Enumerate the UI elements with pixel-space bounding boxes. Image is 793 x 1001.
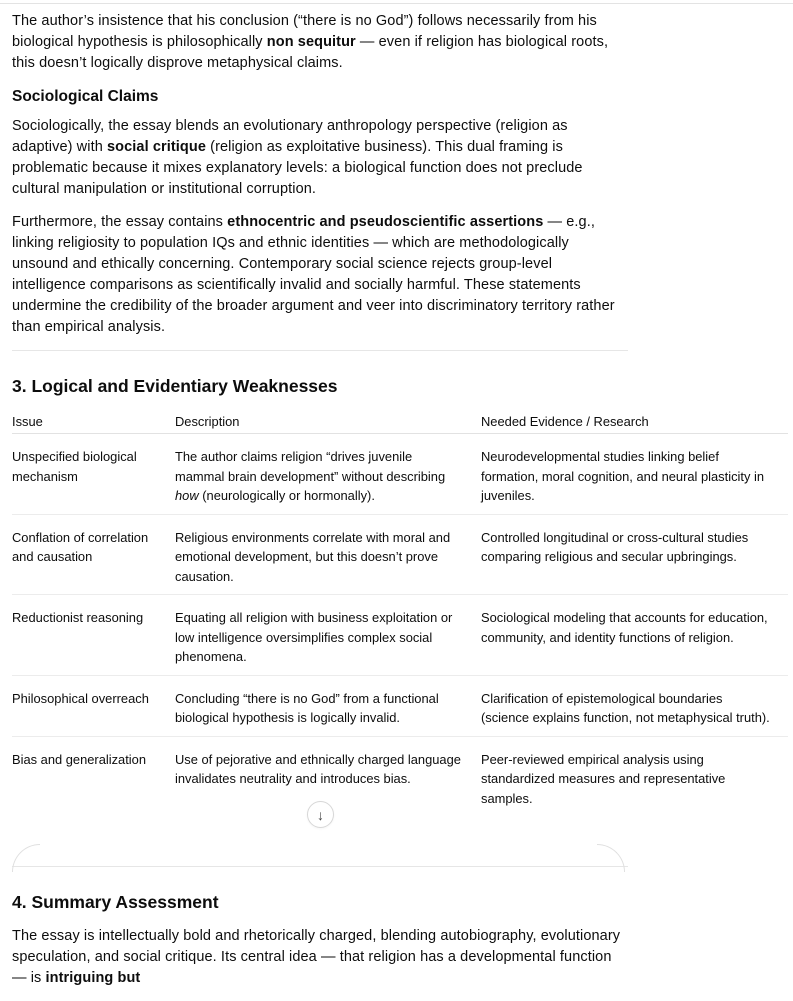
table-cell-issue: Bias and generalization xyxy=(12,751,147,767)
heading-section-3: 3. Logical and Evidentiary Weaknesses xyxy=(12,376,338,396)
paragraph-sociological-1: Sociologically, the essay blends an evolutionary anthropology perspective (religion as adaptive) with social critique (religion as exploitative business). This dual framing is problematic because it mixes explanatory levels: a biological function does not preclude cultural manipulation or institutional corruption. xyxy=(12,118,583,197)
clipped-previous-content-divider xyxy=(0,3,793,4)
table-cell-description: Equating all religion with business exploitation or low intelligence oversimplifies complex social phenomena. xyxy=(175,595,481,676)
weaknesses-table xyxy=(12,410,788,816)
table-row xyxy=(12,736,788,816)
arrow-down-icon: ↓ xyxy=(317,806,324,823)
table-cell-needed: Sociological modeling that accounts for education, community, and identity functions of religion. xyxy=(481,595,788,676)
composer-box[interactable] xyxy=(12,844,625,863)
table-header-issue: Issue xyxy=(12,410,175,434)
table-header-row xyxy=(12,410,788,434)
table-header-description: Description xyxy=(175,410,481,434)
composer-corner-decoration xyxy=(12,844,40,872)
table-cell-description: The author claims religion “drives juvenile mammal brain development” without describing how (neurologically or hormonally). xyxy=(175,434,481,515)
section-divider xyxy=(12,866,628,867)
table-cell-description: Use of pejorative and ethnically charged language invalidates neutrality and introduces bias. xyxy=(175,751,461,786)
table-cell-issue: Philosophical overreach xyxy=(12,675,175,736)
paragraph-intro: The author’s insistence that his conclusion (“there is no God”) follows necessarily from his biological hypothesis is philosophically non sequitur — even if religion has biological roots, this doesn’t logically disprove metaphysical claims. xyxy=(12,13,609,71)
table-cell-issue: Reductionist reasoning xyxy=(12,595,175,676)
table-cell-needed: Controlled longitudinal or cross-cultural studies comparing religious and secular upbringings. xyxy=(481,514,788,595)
table-cell-description: Religious environments correlate with moral and emotional development, but this doesn’t prove causation. xyxy=(175,514,481,595)
table-cell-needed: Peer-reviewed empirical analysis using standardized measures and representative samples. xyxy=(481,751,726,806)
table-cell-issue: Unspecified biological mechanism xyxy=(12,434,175,515)
heading-section-4: 4. Summary Assessment xyxy=(12,892,219,912)
table-cell-needed: Clarification of epistemological boundaries (science explains function, not metaphysical truth). xyxy=(481,675,788,736)
composer-corner-decoration xyxy=(597,844,625,872)
section-divider xyxy=(12,350,628,351)
table-cell-description: Concluding “there is no God” from a functional biological hypothesis is logically invalid. xyxy=(175,675,481,736)
prose-block-2 xyxy=(12,866,628,989)
prose-block-1 xyxy=(12,11,628,398)
table-row xyxy=(12,675,788,736)
paragraph-sociological-2: Furthermore, the essay contains ethnocentric and pseudoscientific assertions — e.g., linking religiosity to population IQs and ethnic identities — which are methodologically unsound and ethically concerning. Contemporary social science rejects group-level intelligence comparisons as scientifically invalid and socially harmful. These statements undermine the credibility of the broader argument and veer into discriminatory territory rather than empirical analysis. xyxy=(12,214,615,335)
table-cell-needed: Neurodevelopmental studies linking belief formation, moral cognition, and neural plasticity in juveniles. xyxy=(481,434,788,515)
table-header-needed-evidence: Needed Evidence / Research xyxy=(481,410,788,434)
table-row xyxy=(12,595,788,676)
scroll-to-bottom-button[interactable] xyxy=(307,801,334,828)
table-row xyxy=(12,514,788,595)
table-row xyxy=(12,434,788,515)
heading-sociological-claims: Sociological Claims xyxy=(12,88,159,105)
paragraph-summary: The essay is intellectually bold and rhetorically charged, blending autobiography, evolutionary speculation, and social critique. Its central idea — that religion has a developmental function — is intriguing but xyxy=(12,928,621,986)
table-cell-issue: Conflation of correlation and causation xyxy=(12,514,175,595)
